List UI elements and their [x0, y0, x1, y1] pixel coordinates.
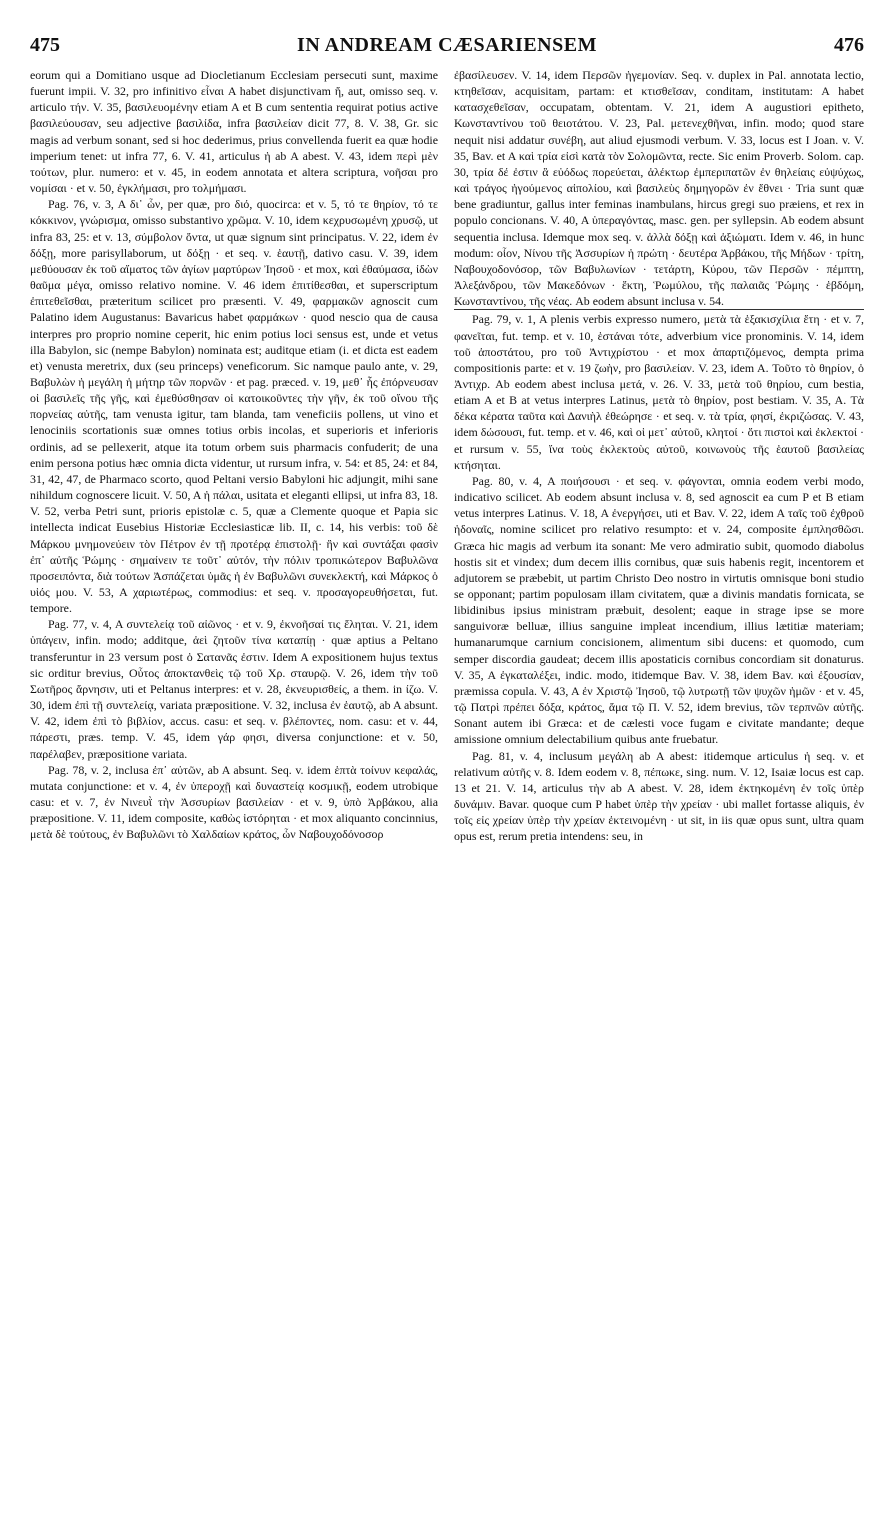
paragraph: Pag. 76, v. 3, A δι᾽ ὧν, per quæ, pro διό, quocirca: et v. 5, τό τε θηρίον, τό τε κόκκινον, γνώρισμα, omisso substantivo χρῶμα. V. 10, idem κεχρυσωμένη χρυσῷ, ut infra 83, 25: et v. 13, σύμβολον ὄντα, ut quæ signum sint principatus. V. 22, idem ἐν δόξῃ, more parisyllaborum, ut δόξῃ · et seq. v. ἑαυτῇ, dativo casu. V. 39, idem μεθύουσαν ἐκ τοῦ αἵματος τῶν ἁγίων μαρτύρων Ἰησοῦ · et mox, καὶ ἐθαύμασα, ἰδὼν θαῦμα μέγα, omisso relativo nomine. V. 46 idem ἐπιτίθεσθαι, et superscriptum ἐπιτεθεῖσθαι, præteritum scilicet pro præsenti. V. 49, φαρμακῶν agnoscit cum Palatino idem Augustanus: Bavaricus habet φαρμάκων · quod nescio qua de causa interpres pro proprio nomine ceperit, hic enim potius loci sensus est, unde et vetus illa Babylon, sic (nempe Babylon) nominata est; auditque etiam (i. et dicta est eadem et) venusta meretrix, dux (seu princeps) veneficorum. Sic namque paulo ante, v. 29, Βαβυλὼν ἡ μεγάλη ἡ μήτηρ τῶν πορνῶν · et pag. præced. v. 19, μεθ᾽ ἧς ἐπόρνευσαν οἱ βασιλεῖς τῆς γῆς, καὶ ἐμεθύσθησαν οἱ κατοικοῦντες τὴν γῆν, ἐκ τοῦ οἴνου τῆς πορνείας αὐτῆς, tam venusta igitur, tam blanda, tam veneficiis pollens, ut vino et lenociniis scortationis suæ omnes totius orbis incolas, et superioris et inferioris ordinis, ad se pellexerit, atque ita totum orbem suis pharmacis confuderit; de una enim persona potius hæc omnia dicta videntur, ut rursum infra, v. 54: et 85, 24: et 84, 31, 42, 47, de Pharmaco scorto, quod Peltani versio Babyloni hic adjungit, mihi sane nihildum cognoscere licuit. V. 50, A ἡ πάλαι, usitata et eleganti ellipsi, ut infra 83, 18. V. 52, verba Petri sunt, prioris epistolæ c. 5, quæ a Clemente quoque et Papia sic intellecta indicat Eusebius Historiæ Ecclesiasticæ lib. II, c. 14, his verbis: τοῦ δὲ Μάρκου μνημονεύειν τὸν Πέτρον ἐν τῇ προτέρᾳ ἐπιστολῇ· ἣν καὶ συντάξαι φασὶν ἐπ᾽ αὐτῆς Ῥώμης · σημαίνειν τε τοῦτ᾽ αὐτόν, τὴν πόλιν τροπικώτερον Βαβυλῶνα προσειπόντα, διὰ τούτων Ἀσπάζεται ὑμᾶς ἡ ἐν Βαβυλῶνι συνεκλεκτή, καὶ Μάρκος ὁ υἱός μου. V. 53, A χαριωτέρως, commodius: et seq. v. προσαγορευθήσεται, fut. tempore.: [30, 197, 438, 616]
page-number-right: 476: [834, 34, 864, 56]
running-title: IN ANDREAM CÆSARIENSEM: [297, 34, 597, 56]
paragraph: Pag. 78, v. 2, inclusa ἐπ᾽ αὐτῶν, ab A absunt. Seq. v. idem ἑπτὰ τοίνυν κεφαλάς, mutata conjunctione: et v. 4, ἐν ὑπεροχῇ καὶ δυναστείᾳ κοσμικῇ, eodem utrobique casu: et v. 7, ἐν Νινευῒ τὴν Ἀσσυρίων βασιλείαν · et v. 9, ὑπὸ Ἀρβάκου, alia præpositione. V. 11, idem composite, καθὼς ἱστόρηται · et mox aliquanto concinnius, μετὰ δὲ τούτους, ἐν Βαβυλῶνι τὸ Χαλδαίων κράτος, ὧν Ναβουχοδόνοσορ: [30, 762, 438, 842]
paragraph: ἐβασίλευσεν. V. 14, idem Περσῶν ἡγεμονίαν. Seq. v. duplex in Pal. annotata lectio, κτηθεῖσαν, acquisitam, partam: et κτισθεῖσαν, conditam, institutam: A habet κατασχεθεῖσαν, occupatam, obtentam. V. 21, idem A augustiori epitheto, Κωνσταντίνου τοῦ θειοτάτου. V. 23, Pal. μετενεχθῆναι, infin. modo; quod stare nequit nisi addatur συνέβη, aut aliud ejusmodi verbum. V. 33, locus est I Joan. v. V. 35, Bav. et A καὶ τρία εἰσὶ κατὰ τὸν Σολομῶντα, recte. Sic enim Proverb. Solom. cap. 30, τρία δέ ἐστιν ἃ εὐόδως πορεύεται, ἀλέκτωρ ἐμπεριπατῶν ἐν θηλείαις εὐψύχως, καὶ τράγος ἡγούμενος αἰπολίου, καὶ βασιλεὺς δημηγορῶν ἐν ἔθνει · Tria sunt quæ bene gradiuntur, gallus inter feminas inambulans, hircus gregi suo præiens, et rex in populo concionans. V. 40, A ὑπεραγόντας, masc. gen. per syllepsin. Ab eodem absunt sequentia inclusa. Idemque mox seq. v. ἀλλὰ δόξῃ καὶ ἀξιώματι. Idem v. 46, in hunc modum: οἷον, Νίνου τῆς Ἀσσυρίων ἡ πρώτη · δευτέρα Ἀρβάκου, τῆς Μήδων · τρίτη, Ναβουχοδονόσορ, τῶν Βαβυλωνίων · τετάρτη, Κύρου, τῶν Περσῶν · πέμπτη, Ἀλεξάνδρου, τῶν Μακεδόνων · ἕκτη, Ῥωμύλου, τῆς παλαιᾶς Ῥώμης · ἑβδόμη, Κωνσταντίνου, τῆς νέας. Ab eodem absunt inclusa v. 54.: [454, 68, 864, 309]
paragraph: Pag. 77, v. 4, A συντελείᾳ τοῦ αἰῶνος · et v. 9, ἐκνοῆσαί τις ἔληται. V. 21, idem ὑπάγειν, infin. modo; additque, ἀεὶ ζητοῦν τίνα καταπίῃ · quæ aptius a Peltano transferuntur in 23 versum post ὁ Σατανᾶς ἐστιν. Idem A expositionem hujus textus sic orditur brevius, Οὗτος ἀποκτανθεὶς τῷ τοῦ Χρ. σταυρῷ. V. 26, idem τὴν τοῦ Σωτῆρος ἄρνησιν, uti et Peltanus interpres: et v. 28, ἐκνευρισθείς, a them. in ίζω. V. 30, idem ἐπὶ τῇ συντελείᾳ, variata præpositione. V. 32, inclusa ἐν ἑαυτῷ, ab A absunt. V. 42, idem ἐπὶ τὸ βιβλίον, accus. casu: et seq. v. βλέποντες, nom. casu: et v. 44, πάρεστι, præs. temp. V. 45, idem γάρ φησι, diversa conjunctione: et v. 50, παρέλαβεν, præpositione variata.: [30, 617, 438, 761]
paragraph: eorum qui a Domitiano usque ad Diocletianum Ecclesiam persecuti sunt, maxime fuerunt impii. V. 32, pro infinitivo εἶναι A habet disjunctivam ἤ, aut, omisso seq. v. articulo τήν. V. 35, βασιλευομένην etiam A et B cum sententia requirat potius active βασιλεύουσαν, seu adjective βασιλίδα, infra βασιλείαν dicit 77, 8. V. 38, Gr. sic magis ad verbum sonant, sed si hoc dederimus, prius convellenda fuerit ea quæ hodie imperium tenet: ut infra 77, 6. V. 41, articulus ἡ ab A abest. V. 43, idem περὶ μὲν τούτων, plur. numero: et v. 45, in eodem annotata et altera scriptura, νοῆσαι pro νομίσαι · et v. 50, ἐγκλήμασι, pro τολμήμασι.: [30, 68, 438, 196]
paragraph: Pag. 81, v. 4, inclusum μεγάλη ab A abest: itidemque articulus ἡ seq. v. et relativum αὐτῆς v. 8. Idem eodem v. 8, πέπωκε, sing. num. V. 12, Isaiæ locus est cap. 13 et 21. V. 14, articulus τὴν ab A abest. V. 28, idem ἐκτηκομένη ἐν τοῖς ὑπὲρ δυνάμιν. Bavar. quoque cum P habet ὑπὲρ τὴν χρείαν · ubi mallet fortasse aliquis, ἐν τοῖς εἰς χρείαν ὑπὲρ τὴν χρείαν ἐκτεινομένη · ut sit, in iis quæ opus sunt, ultra quam opus est, rerum pretia intendens: seu, in: [454, 748, 864, 844]
paragraph: Pag. 80, v. 4, A ποιήσουσι · et seq. v. φάγονται, omnia eodem verbi modo, indicativo scilicet. Ab eodem absunt inclusa v. 8, sed agnoscit ea cum P et B etiam vetus interpres Latinus. V. 18, A ἐνεργήσει, uti et Bav. V. 22, idem A ταῖς τοῦ ἐχθροῦ ἡδοναῖς, nomine scilicet pro relativo resumpto: et v. 24, composite ἐμπλησθῶσι. Græca hic magis ad verbum ita sonant: Me vero admiratio subit, quomodo diabolus hostis sit et vindex; dum decem illis cornibus, quæ suis habenis regit, incentorem et adjutorem se præbebit, ut partim Christo Deo nostro in virtutis omnisque boni studio se opponant; partim populosam illam civitatem, quæ a divinis mandatis fornicata, se libidinibus ipsius ministram præbuit, desolent; eaque in strage ipse se more sanguivoræ belluæ, illius sanguine impleat incendium, illius lætitiæ materiam; humanarumque carnium concisionem, alimentum sibi ducens: et quomodo, cum semper discordia gaudeat; decem illis apostaticis cornibus concordiam sit donaturus. V. 35, A ἐγκαταλέξει, indic. modo, itidemque Bav. V. 38, idem Bav. καὶ ἐξουσίαν, præmissa copula. V. 43, A ἐν Χριστῷ Ἰησοῦ, τῷ λυτρωτῇ τῶν ψυχῶν ἡμῶν · et v. 45, τῷ Πατρὶ πρέπει δόξα, κράτος, ἅμα τῷ Π. V. 52, idem brevius, τῶν τερπνῶν αὐτῆς. Sonant autem ibi Græca: et de cælesti voce fugam e civitate mandante; deque amissione omnium delectabilium quibus ante fruebatur.: [454, 473, 864, 747]
right-column: [454, 67, 864, 1527]
paragraph: Pag. 79, v. 1, A plenis verbis expresso numero, μετὰ τὰ ἑξακισχίλια ἔτη · et v. 7, φανεῖται, fut. temp. et v. 10, ἑστάναι τότε, adverbium vice pronominis. V. 14, idem τοῦ ἀποστάτου, pro τοῦ Ἀντιχρίστου · et mox ἀπαρτιζόμενος, dempta prima compositionis parte: et v. 19 ζωὴν, pro βασιλείαν. V. 23, idem A. Τοῦτο τὸ θηρίον, ὁ Ἀντιχρ. Ab eodem abest inclusa μετά, v. 26. V. 33, μετὰ τοῦ θηρίου, cum bestia, etiam A et B at vetus interpres Latinus, μετὰ τὸ θηρίον, post bestiam. V. 35, A. Τὰ δέκα κέρατα ταῦτα καὶ Δανιὴλ ἐθεώρησε · et seq. v. τὰ τρία, φησί, ἐκριζώσας. V. 43, idem δώσουσι, fut. temp. et v. 46, καὶ οἱ μετ᾽ αὐτοῦ, κλητοί · ὅτι πιστοὶ καὶ ἐκλεκτοί · et rursum v. 55, ἵνα τοὺς ἐκλεκτοὺς αὐτοῦ, κοινωνοὺς τῆς ἑαυτοῦ βασιλείας κτήσηται.: [454, 309, 864, 473]
page-number-left: 475: [30, 34, 60, 56]
left-column: [30, 67, 438, 1527]
page-header: [30, 32, 864, 58]
